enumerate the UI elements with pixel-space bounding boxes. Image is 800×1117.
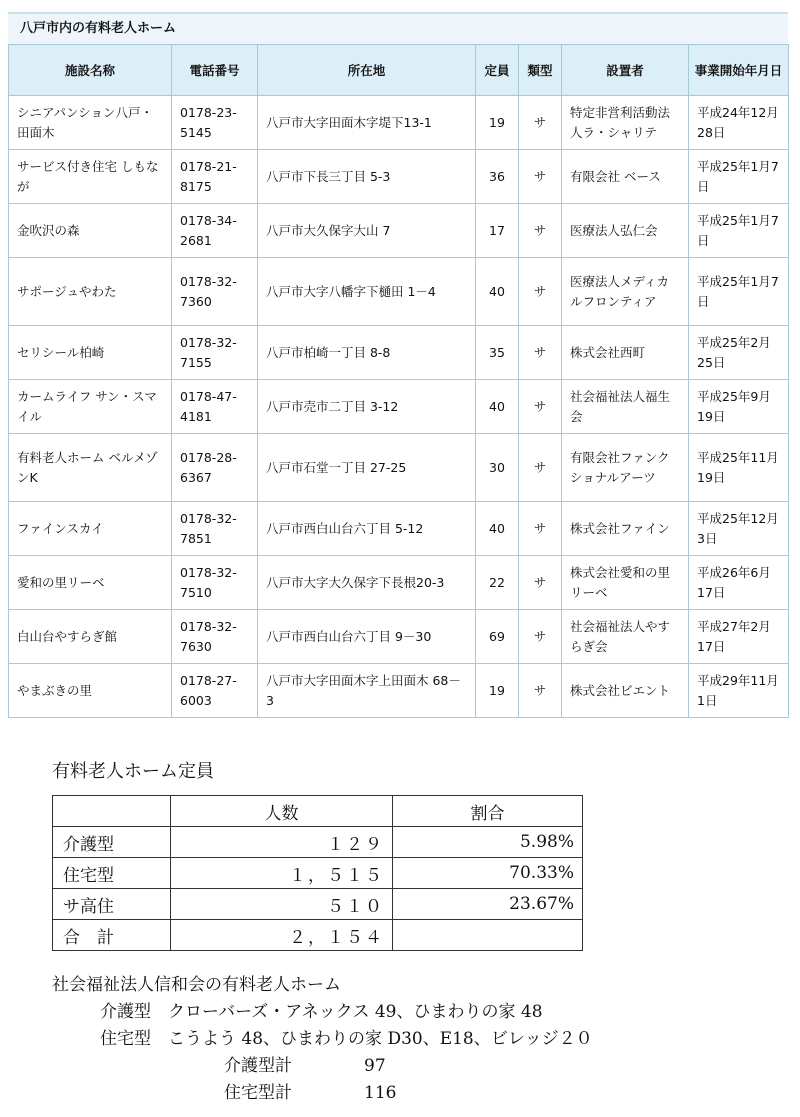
facility-phone: 0178-32-7510 — [172, 556, 258, 610]
facility-name: サポージュやわた — [9, 258, 172, 326]
table-row — [53, 827, 583, 858]
facility-start: 平成25年11月19日 — [689, 434, 789, 502]
facility-type: サ — [519, 502, 562, 556]
header-address: 所在地 — [258, 45, 476, 96]
table-row — [53, 858, 583, 889]
header-type: 類型 — [519, 45, 562, 96]
table-row — [9, 434, 789, 502]
capacity-table-header — [53, 796, 583, 827]
capacity-header-count: 人数 — [171, 796, 393, 827]
facility-type: サ — [519, 434, 562, 502]
facility-name: 白山台やすらぎ館 — [9, 610, 172, 664]
capacity-count: ２，１５４ — [171, 920, 393, 951]
facility-name: カームライフ サン・スマイル — [9, 380, 172, 434]
capacity-label: 介護型 — [53, 827, 171, 858]
facility-capacity: 30 — [476, 434, 519, 502]
facility-address: 八戸市大字大久保字下長根20-3 — [258, 556, 476, 610]
facility-address: 八戸市石堂一丁目 27-25 — [258, 434, 476, 502]
facility-capacity: 40 — [476, 502, 519, 556]
facility-start: 平成25年9月19日 — [689, 380, 789, 434]
facility-start: 平成25年1月7日 — [689, 150, 789, 204]
total-residential-label: 住宅型計 — [224, 1083, 292, 1103]
header-operator: 設置者 — [562, 45, 689, 96]
notes-total-care — [52, 1053, 593, 1080]
table-row — [9, 96, 789, 150]
header-capacity: 定員 — [476, 45, 519, 96]
facility-phone: 0178-32-7630 — [172, 610, 258, 664]
facility-address: 八戸市大字八幡字下樋田 1－4 — [258, 258, 476, 326]
notes-title: 社会福祉法人信和会の有料老人ホーム — [52, 975, 341, 995]
capacity-count: １２９ — [171, 827, 393, 858]
capacity-count: ５１０ — [171, 889, 393, 920]
notes-line-residential: 住宅型 こうよう 48、ひまわりの家 D30、E18、ビレッジ２０ — [100, 1029, 593, 1049]
facility-capacity: 36 — [476, 150, 519, 204]
header-start: 事業開始年月日 — [689, 45, 789, 96]
header-phone: 電話番号 — [172, 45, 258, 96]
total-care-label: 介護型計 — [224, 1056, 292, 1076]
capacity-header-blank — [53, 796, 171, 827]
capacity-count: １，５１５ — [171, 858, 393, 889]
facility-name: シニアパンション八戸・田面木 — [9, 96, 172, 150]
facility-start: 平成25年12月3日 — [689, 502, 789, 556]
facility-operator: 株式会社西町 — [562, 326, 689, 380]
facility-type: サ — [519, 204, 562, 258]
facility-table-header — [9, 45, 789, 96]
facility-name: 有料老人ホーム ベルメゾンK — [9, 434, 172, 502]
facility-table-title: 八戸市内の有料老人ホーム — [8, 12, 788, 44]
facility-phone: 0178-47-4181 — [172, 380, 258, 434]
header-name: 施設名称 — [9, 45, 172, 96]
facility-address: 八戸市柏崎一丁目 8-8 — [258, 326, 476, 380]
facility-list-section — [8, 12, 788, 718]
capacity-header-ratio: 割合 — [393, 796, 583, 827]
facility-capacity: 17 — [476, 204, 519, 258]
facility-phone: 0178-21-8175 — [172, 150, 258, 204]
facility-type: サ — [519, 380, 562, 434]
capacity-label: 合 計 — [53, 920, 171, 951]
facility-operator: 社会福祉法人福生会 — [562, 380, 689, 434]
table-row — [9, 204, 789, 258]
facility-phone: 0178-32-7155 — [172, 326, 258, 380]
facility-address: 八戸市下長三丁目 5-3 — [258, 150, 476, 204]
facility-operator: 株式会社ファイン — [562, 502, 689, 556]
facility-start: 平成29年11月1日 — [689, 664, 789, 718]
facility-address: 八戸市大字田面木字上田面木 68－3 — [258, 664, 476, 718]
facility-name: セリシール柏崎 — [9, 326, 172, 380]
facility-address: 八戸市大久保字大山 7 — [258, 204, 476, 258]
total-care-value: 97 — [364, 1056, 386, 1076]
table-row — [9, 556, 789, 610]
facility-operator: 株式会社愛和の里リーベ — [562, 556, 689, 610]
facility-type: サ — [519, 150, 562, 204]
table-row — [9, 150, 789, 204]
facility-start: 平成25年1月7日 — [689, 204, 789, 258]
facility-table — [8, 44, 789, 718]
facility-capacity: 19 — [476, 96, 519, 150]
capacity-table — [52, 795, 583, 951]
facility-operator: 医療法人弘仁会 — [562, 204, 689, 258]
facility-name: 金吹沢の森 — [9, 204, 172, 258]
facility-capacity: 40 — [476, 380, 519, 434]
total-residential-value: 116 — [364, 1083, 397, 1103]
facility-capacity: 69 — [476, 610, 519, 664]
facility-type: サ — [519, 556, 562, 610]
facility-name: ファインスカイ — [9, 502, 172, 556]
facility-type: サ — [519, 258, 562, 326]
table-row — [9, 664, 789, 718]
table-row — [9, 258, 789, 326]
facility-operator: 特定非営利活動法人ラ・シャリテ — [562, 96, 689, 150]
facility-start: 平成24年12月28日 — [689, 96, 789, 150]
facility-operator: 有限会社ファンクショナルアーツ — [562, 434, 689, 502]
table-row — [53, 889, 583, 920]
table-row — [9, 380, 789, 434]
notes-section — [52, 972, 593, 1107]
facility-capacity: 35 — [476, 326, 519, 380]
facility-address: 八戸市西白山台六丁目 5-12 — [258, 502, 476, 556]
capacity-section-title: 有料老人ホーム定員 — [52, 761, 214, 782]
facility-start: 平成25年1月7日 — [689, 258, 789, 326]
notes-line-care: 介護型 クローバーズ・アネックス 49、ひまわりの家 48 — [100, 1002, 543, 1022]
facility-address: 八戸市大字田面木字堤下13-1 — [258, 96, 476, 150]
facility-phone: 0178-27-6003 — [172, 664, 258, 718]
table-row — [9, 610, 789, 664]
facility-name: やまぶきの里 — [9, 664, 172, 718]
facility-phone: 0178-32-7851 — [172, 502, 258, 556]
table-row — [9, 326, 789, 380]
facility-operator: 社会福祉法人やすらぎ会 — [562, 610, 689, 664]
facility-start: 平成27年2月17日 — [689, 610, 789, 664]
facility-start: 平成25年2月25日 — [689, 326, 789, 380]
facility-capacity: 40 — [476, 258, 519, 326]
facility-capacity: 19 — [476, 664, 519, 718]
facility-name: サービス付き住宅 しもなが — [9, 150, 172, 204]
facility-operator: 医療法人メディカルフロンティア — [562, 258, 689, 326]
capacity-ratio: 23.67% — [393, 889, 583, 920]
facility-name: 愛和の里リーベ — [9, 556, 172, 610]
facility-type: サ — [519, 610, 562, 664]
facility-type: サ — [519, 96, 562, 150]
facility-address: 八戸市西白山台六丁目 9－30 — [258, 610, 476, 664]
facility-phone: 0178-23-5145 — [172, 96, 258, 150]
facility-address: 八戸市売市二丁目 3-12 — [258, 380, 476, 434]
facility-operator: 有限会社 ベース — [562, 150, 689, 204]
facility-operator: 株式会社ビエント — [562, 664, 689, 718]
facility-capacity: 22 — [476, 556, 519, 610]
capacity-label: 住宅型 — [53, 858, 171, 889]
capacity-ratio — [393, 920, 583, 951]
table-row — [9, 502, 789, 556]
facility-phone: 0178-34-2681 — [172, 204, 258, 258]
facility-phone: 0178-32-7360 — [172, 258, 258, 326]
notes-total-residential — [52, 1080, 593, 1107]
facility-phone: 0178-28-6367 — [172, 434, 258, 502]
facility-type: サ — [519, 664, 562, 718]
capacity-label: サ高住 — [53, 889, 171, 920]
facility-start: 平成26年6月17日 — [689, 556, 789, 610]
facility-type: サ — [519, 326, 562, 380]
table-row-total — [53, 920, 583, 951]
capacity-ratio: 70.33% — [393, 858, 583, 889]
capacity-ratio: 5.98% — [393, 827, 583, 858]
